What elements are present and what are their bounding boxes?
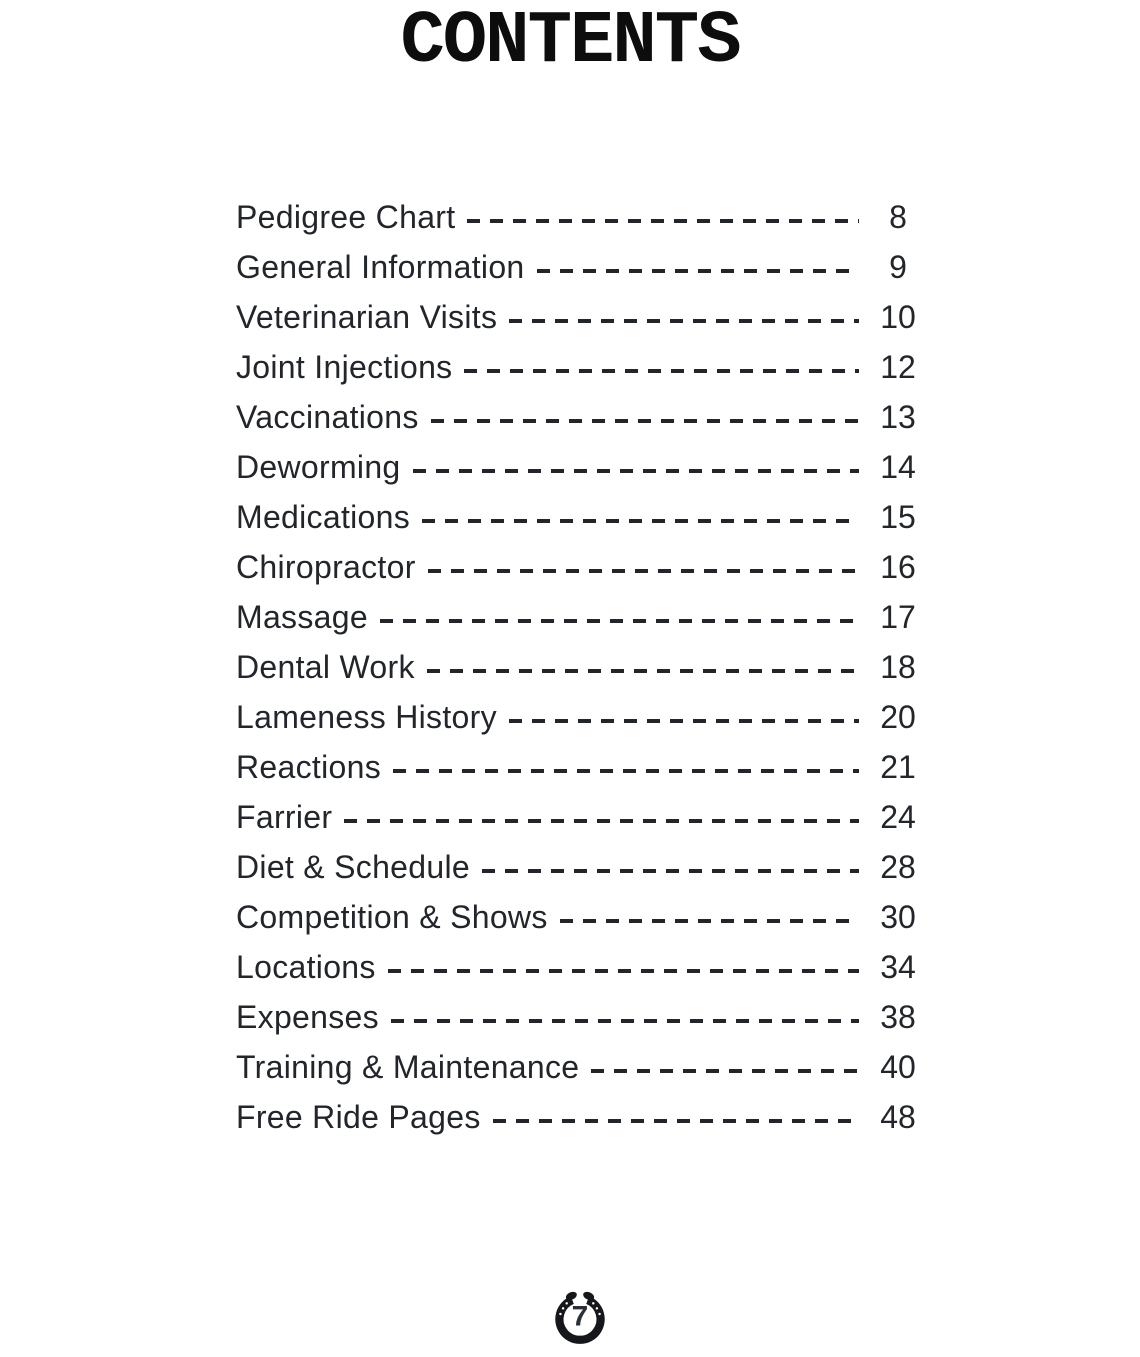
dashed-leader (427, 669, 859, 673)
page-footer (0, 1280, 1140, 1348)
toc-entry-page-number: 17 (880, 598, 916, 635)
dashed-leader (482, 869, 859, 873)
dashed-leader (467, 219, 859, 223)
toc-row (236, 542, 927, 592)
toc-entry-page-number: 9 (889, 248, 907, 285)
toc-entry-page-number: 16 (880, 548, 916, 585)
toc-row (236, 942, 927, 992)
horseshoe-icon (549, 1280, 611, 1348)
toc-row (236, 1042, 927, 1092)
toc-entry-page-number: 10 (880, 298, 916, 335)
toc-entry-page-number: 20 (880, 698, 916, 735)
toc-entry-label: Joint Injections (236, 348, 453, 385)
toc-entry-label: Farrier (236, 798, 333, 835)
dashed-leader (509, 319, 859, 323)
toc-entry-page-number: 48 (880, 1098, 916, 1135)
dashed-leader (428, 569, 859, 573)
toc-entry-label: Free Ride Pages (236, 1098, 481, 1135)
page-title: CONTENTS (400, 0, 740, 84)
toc-entry-page-number: 13 (880, 398, 916, 435)
dashed-leader (537, 269, 859, 273)
toc-entry-label: Locations (236, 948, 376, 985)
toc-entry-page-number: 28 (880, 848, 916, 885)
toc-entry-page-number: 18 (880, 648, 916, 685)
toc-entry-page-number: 8 (889, 198, 907, 235)
toc-entry-page-number: 21 (880, 748, 916, 785)
toc-entry-label: Medications (236, 498, 411, 535)
dashed-leader (391, 1019, 859, 1023)
toc-entry-label: Reactions (236, 748, 381, 785)
toc-entry-label: Massage (236, 598, 368, 635)
toc-entry-page-number: 38 (880, 998, 916, 1035)
toc-row (236, 592, 927, 642)
dashed-leader (413, 469, 859, 473)
toc-entry-label: Veterinarian Visits (236, 298, 498, 335)
dashed-leader (560, 919, 859, 923)
table-of-contents (0, 192, 1140, 1142)
toc-row (236, 242, 927, 292)
toc-row (236, 742, 927, 792)
toc-row (236, 1092, 927, 1142)
dashed-leader (380, 619, 859, 623)
toc-entry-page-number: 14 (880, 448, 916, 485)
toc-entry-label: Competition & Shows (236, 898, 548, 935)
toc-row (236, 442, 927, 492)
dashed-leader (493, 1119, 859, 1123)
dashed-leader (393, 769, 859, 773)
dashed-leader (431, 419, 859, 423)
dashed-leader (591, 1069, 859, 1073)
toc-entry-page-number: 30 (880, 898, 916, 935)
toc-entry-page-number: 24 (880, 798, 916, 835)
toc-row (236, 642, 927, 692)
toc-row (236, 392, 927, 442)
dashed-leader (344, 819, 859, 823)
toc-row (236, 692, 927, 742)
toc-entry-label: General Information (236, 248, 525, 285)
dashed-leader (464, 369, 859, 373)
toc-row (236, 292, 927, 342)
footer-page-number: 7 (571, 1300, 589, 1335)
toc-row (236, 192, 927, 242)
toc-row (236, 992, 927, 1042)
toc-row (236, 792, 927, 842)
toc-entry-label: Training & Maintenance (236, 1048, 580, 1085)
dashed-leader (388, 969, 859, 973)
toc-row (236, 492, 927, 542)
toc-entry-page-number: 40 (880, 1048, 916, 1085)
toc-entry-label: Lameness History (236, 698, 497, 735)
toc-row (236, 892, 927, 942)
toc-row (236, 842, 927, 892)
dashed-leader (509, 719, 859, 723)
toc-entry-label: Diet & Schedule (236, 848, 470, 885)
dashed-leader (422, 519, 859, 523)
toc-entry-page-number: 15 (880, 498, 916, 535)
toc-entry-label: Deworming (236, 448, 401, 485)
toc-entry-label: Dental Work (236, 648, 415, 685)
toc-entry-label: Vaccinations (236, 398, 419, 435)
toc-entry-label: Expenses (236, 998, 379, 1035)
toc-entry-page-number: 34 (880, 948, 916, 985)
toc-row (236, 342, 927, 392)
toc-entry-page-number: 12 (880, 348, 916, 385)
toc-entry-label: Chiropractor (236, 548, 416, 585)
toc-entry-label: Pedigree Chart (236, 198, 456, 235)
